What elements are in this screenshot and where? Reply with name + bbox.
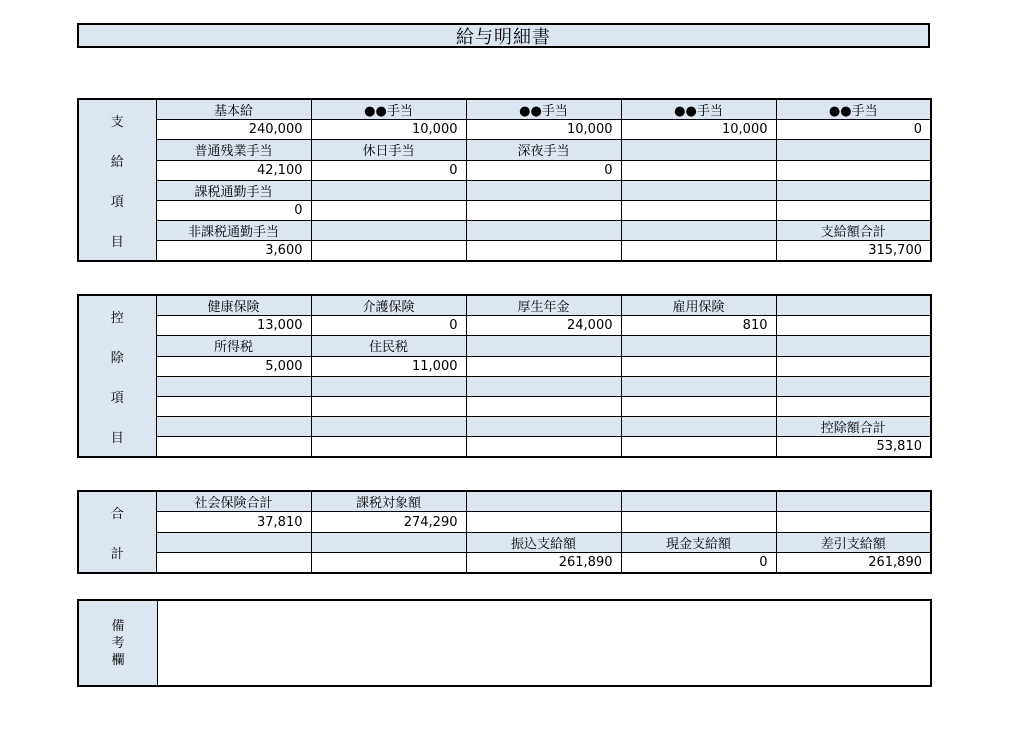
payment-item-label (311, 180, 466, 200)
deduction-item-label: 所得税 (156, 336, 311, 356)
deduction-category-char: 除 (110, 350, 124, 366)
total-item-label: 現金支給額 (621, 532, 776, 552)
deduction-item-label: 控除額合計 (776, 417, 931, 437)
deduction-item-value (311, 396, 466, 416)
payment-value-row (78, 241, 931, 261)
total-item-value: 261,890 (776, 553, 931, 573)
deduction-item-label (156, 376, 311, 396)
payment-item-value (311, 200, 466, 220)
total-category-char: 合 (110, 506, 124, 522)
payment-item-value (311, 241, 466, 261)
payment-item-label: 普通残業手当 (156, 140, 311, 160)
payments-table (77, 98, 932, 262)
total-label-row (78, 532, 931, 552)
deduction-item-label (311, 417, 466, 437)
deduction-item-label: 住民税 (311, 336, 466, 356)
payment-item-label: ●●手当 (776, 99, 931, 120)
payment-item-value (776, 160, 931, 180)
payment-category (78, 99, 156, 261)
payment-item-label (311, 221, 466, 241)
payment-item-label: 非課税通勤手当 (156, 221, 311, 241)
deduction-category-char: 項 (110, 390, 124, 406)
payment-item-value: 240,000 (156, 120, 311, 140)
deduction-item-value (621, 356, 776, 376)
payment-label-row (78, 180, 931, 200)
remarks-category (79, 601, 158, 685)
title-text: 給与明細書 (456, 26, 551, 48)
deduction-item-value (776, 356, 931, 376)
total-category (78, 491, 156, 573)
total-item-label (311, 532, 466, 552)
deductions-table (77, 294, 932, 458)
payment-item-label: 深夜手当 (466, 140, 621, 160)
deduction-label-row (78, 417, 931, 437)
total-item-value (156, 553, 311, 573)
payment-value-row (78, 160, 931, 180)
payment-item-label: ●●手当 (621, 99, 776, 120)
remarks-char: 備 (111, 618, 125, 634)
document-title (77, 23, 930, 48)
total-item-label: 振込支給額 (466, 532, 621, 552)
remarks-field[interactable] (158, 601, 930, 685)
deduction-item-label (466, 336, 621, 356)
payment-item-label: 課税通勤手当 (156, 180, 311, 200)
payment-item-label: 基本給 (156, 99, 311, 120)
payment-item-label: ●●手当 (466, 99, 621, 120)
payment-label-row (78, 99, 931, 120)
payment-item-value (466, 241, 621, 261)
payment-value-row (78, 200, 931, 220)
total-value-row (78, 553, 931, 573)
payment-category-char: 項 (110, 194, 124, 210)
deduction-item-value (776, 396, 931, 416)
payment-item-value (466, 200, 621, 220)
deduction-item-value (466, 396, 621, 416)
total-item-label: 社会保険合計 (156, 491, 311, 512)
payment-label-row (78, 140, 931, 160)
deduction-item-label (156, 417, 311, 437)
deduction-category-char: 目 (110, 430, 124, 446)
payment-item-label (776, 140, 931, 160)
deduction-item-value (621, 437, 776, 457)
deduction-item-label (466, 376, 621, 396)
payment-item-value (621, 200, 776, 220)
remarks-char: 考 (111, 635, 125, 651)
deduction-label-row (78, 376, 931, 396)
deduction-item-label (466, 417, 621, 437)
deduction-item-label (621, 336, 776, 356)
deduction-item-value (156, 396, 311, 416)
total-item-label: 課税対象額 (311, 491, 466, 512)
deduction-item-value (311, 437, 466, 457)
total-item-value: 261,890 (466, 553, 621, 573)
payment-category-char: 支 (110, 114, 124, 130)
total-label-row (78, 491, 931, 512)
payment-item-value: 315,700 (776, 241, 931, 261)
total-item-value: 37,810 (156, 512, 311, 532)
total-item-label (621, 491, 776, 512)
payment-item-label (621, 140, 776, 160)
payment-item-value: 0 (466, 160, 621, 180)
total-item-label: 差引支給額 (776, 532, 931, 552)
deduction-item-value: 11,000 (311, 356, 466, 376)
payment-item-value (776, 200, 931, 220)
total-category-char: 計 (110, 546, 124, 562)
payment-item-label: 休日手当 (311, 140, 466, 160)
payment-item-value: 0 (311, 160, 466, 180)
deduction-value-row (78, 437, 931, 457)
payment-item-value: 10,000 (311, 120, 466, 140)
deduction-item-label: 雇用保険 (621, 295, 776, 316)
payment-value-row (78, 120, 931, 140)
deduction-category-char: 控 (110, 310, 124, 326)
deduction-value-row (78, 356, 931, 376)
payment-item-value: 3,600 (156, 241, 311, 261)
payment-item-value: 42,100 (156, 160, 311, 180)
payment-item-label (776, 180, 931, 200)
deduction-item-value: 810 (621, 316, 776, 336)
payment-item-label (621, 221, 776, 241)
total-item-value (621, 512, 776, 532)
remarks-section (77, 599, 932, 687)
payment-item-label: ●●手当 (311, 99, 466, 120)
payment-item-value: 10,000 (621, 120, 776, 140)
deduction-item-value (466, 437, 621, 457)
total-item-label (156, 532, 311, 552)
deduction-label-row (78, 295, 931, 316)
deduction-label-row (78, 336, 931, 356)
payment-item-value: 10,000 (466, 120, 621, 140)
payment-label-row (78, 221, 931, 241)
payment-item-label: 支給額合計 (776, 221, 931, 241)
deduction-item-label (621, 417, 776, 437)
deduction-value-row (78, 396, 931, 416)
deduction-item-value (156, 437, 311, 457)
payment-item-label (621, 180, 776, 200)
deduction-item-label (311, 376, 466, 396)
deduction-item-label: 介護保険 (311, 295, 466, 316)
payment-category-char: 目 (110, 234, 124, 250)
payment-item-value: 0 (156, 200, 311, 220)
payment-item-label (466, 180, 621, 200)
deduction-item-value: 13,000 (156, 316, 311, 336)
deduction-item-label: 厚生年金 (466, 295, 621, 316)
total-item-value: 274,290 (311, 512, 466, 532)
payment-item-value: 0 (776, 120, 931, 140)
deduction-item-label (621, 376, 776, 396)
deduction-item-value: 53,810 (776, 437, 931, 457)
total-item-value (311, 553, 466, 573)
deduction-item-label: 健康保険 (156, 295, 311, 316)
deduction-item-label (776, 336, 931, 356)
deduction-item-label (776, 295, 931, 316)
total-item-label (776, 491, 931, 512)
deduction-item-value: 0 (311, 316, 466, 336)
total-item-value (776, 512, 931, 532)
deduction-item-value (776, 316, 931, 336)
deduction-item-value: 24,000 (466, 316, 621, 336)
payment-item-value (621, 241, 776, 261)
total-item-value: 0 (621, 553, 776, 573)
deduction-item-label (776, 376, 931, 396)
payment-item-label (466, 221, 621, 241)
total-item-value (466, 512, 621, 532)
total-value-row (78, 512, 931, 532)
deduction-item-value: 5,000 (156, 356, 311, 376)
payment-item-value (621, 160, 776, 180)
deduction-value-row (78, 316, 931, 336)
total-item-label (466, 491, 621, 512)
payment-category-char: 給 (110, 154, 124, 170)
deduction-item-value (621, 396, 776, 416)
deduction-item-value (466, 356, 621, 376)
deduction-category (78, 295, 156, 457)
remarks-char: 欄 (111, 652, 125, 668)
totals-table (77, 490, 932, 574)
